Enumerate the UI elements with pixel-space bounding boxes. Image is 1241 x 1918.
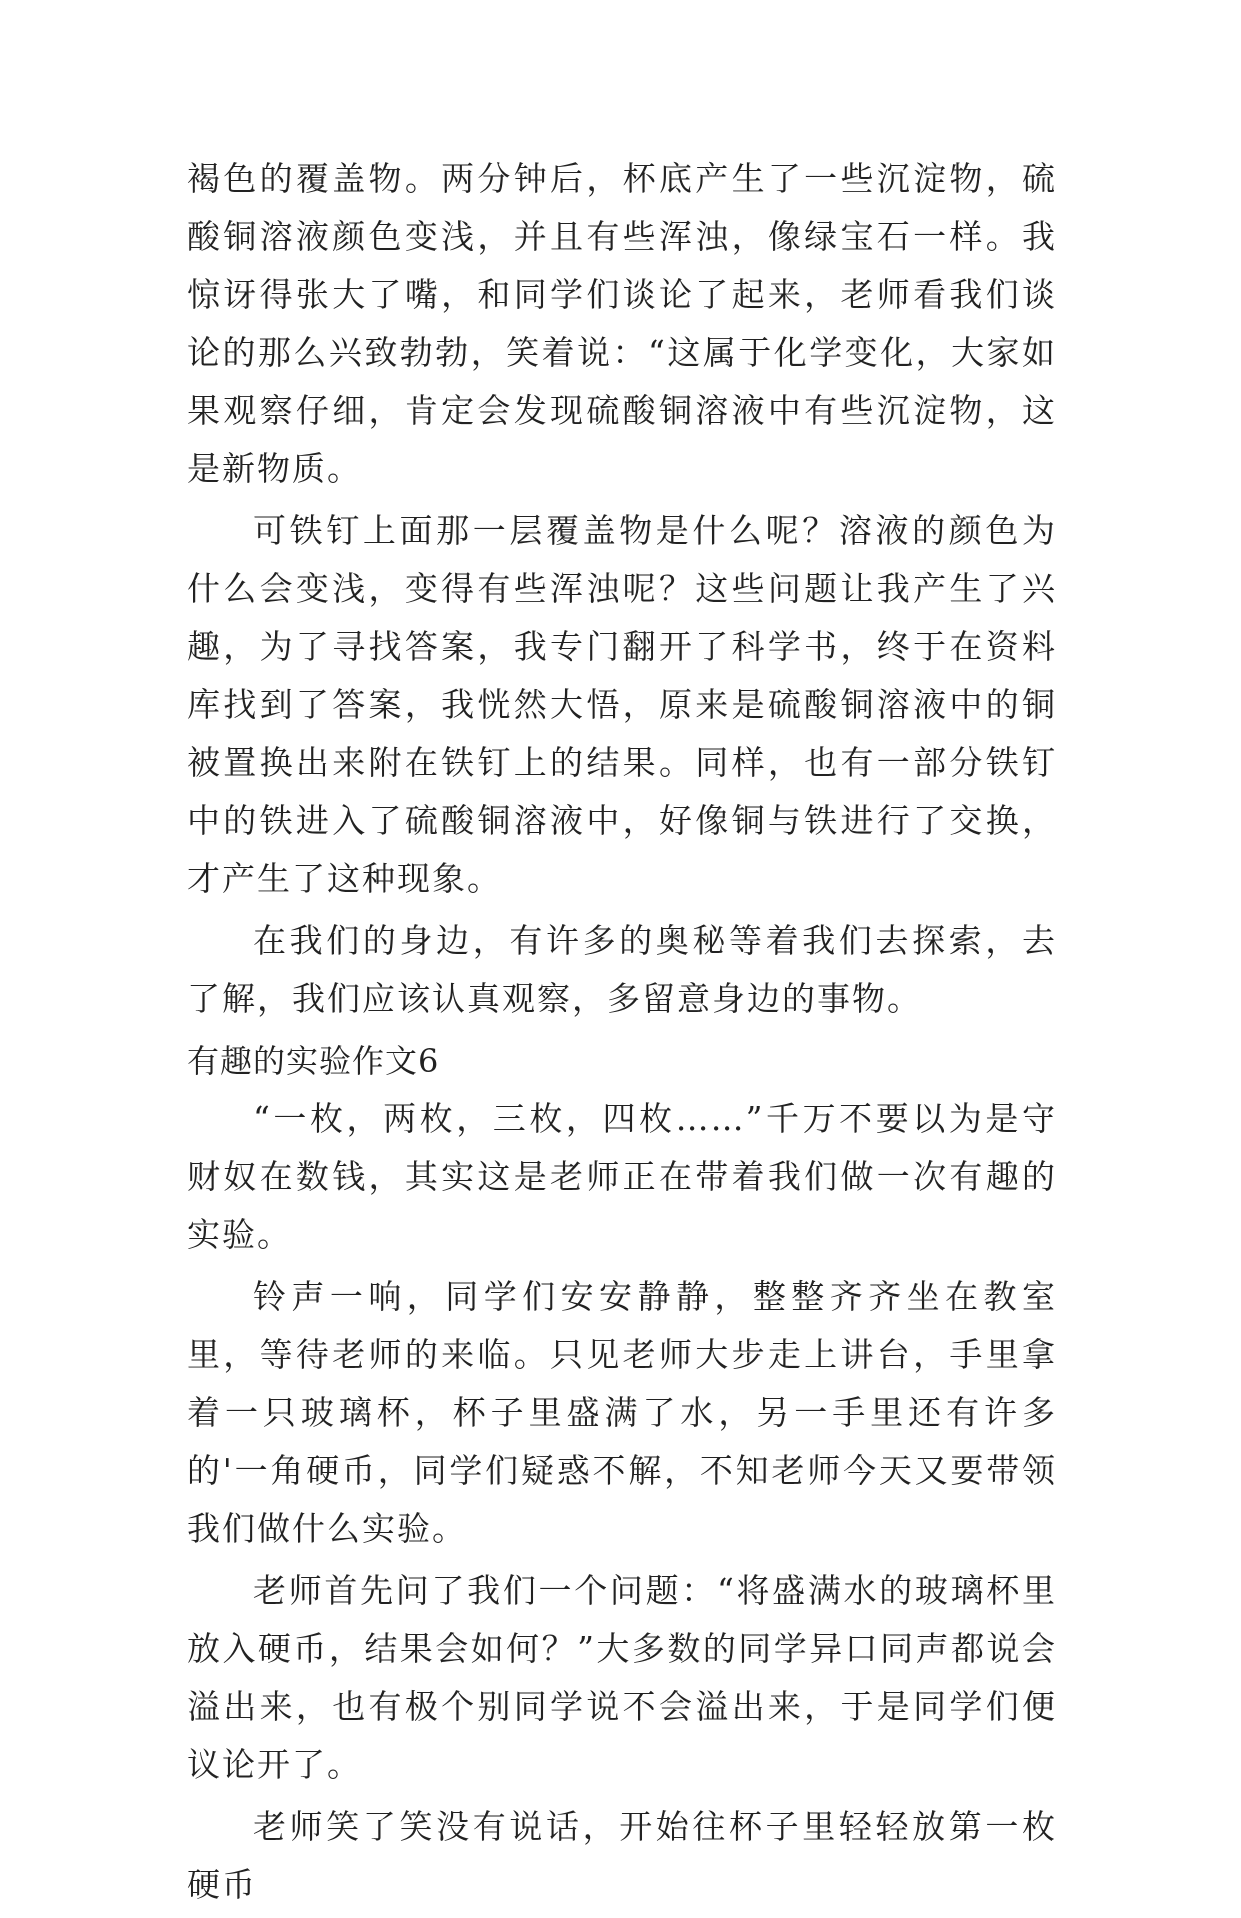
paragraph: 在我们的身边，有许多的奥秘等着我们去探索，去了解，我们应该认真观察，多留意身边的事物。	[187, 921, 1057, 1018]
section-heading: 有趣的实验作文6	[187, 1042, 440, 1080]
document-body	[187, 150, 1057, 1918]
paragraph-continued: 褐色的覆盖物。两分钟后，杯底产生了一些沉淀物，硫酸铜溶液颜色变浅，并且有些浑浊，像绿宝石一样。我惊讶得张大了嘴，和同学们谈论了起来，老师看我们谈论的那么兴致勃勃，笑着说：“这属于化学变化，大家如果观察仔细，肯定会发现硫酸铜溶液中有些沉淀物，这是新物质。	[187, 159, 1057, 488]
paragraph: 可铁钉上面那一层覆盖物是什么呢？溶液的颜色为什么会变浅，变得有些浑浊呢？这些问题让我产生了兴趣，为了寻找答案，我专门翻开了科学书，终于在资料库找到了答案，我恍然大悟，原来是硫酸铜溶液中的铜被置换出来附在铁钉上的结果。同样，也有一部分铁钉中的铁进入了硫酸铜溶液中，好像铜与铁进行了交换，才产生了这种现象。	[187, 511, 1057, 898]
paragraph: 老师笑了笑没有说话，开始往杯子里轻轻放第一枚硬币	[187, 1807, 1057, 1904]
paragraph: 老师首先问了我们一个问题：“将盛满水的玻璃杯里放入硬币，结果会如何？”大多数的同学异口同声都说会溢出来，也有极个别同学说不会溢出来，于是同学们便议论开了。	[187, 1571, 1057, 1784]
paragraph: “一枚，两枚，三枚，四枚……”千万不要以为是守财奴在数钱，其实这是老师正在带着我们做一次有趣的实验。	[187, 1099, 1057, 1254]
paragraph: 铃声一响，同学们安安静静，整整齐齐坐在教室里，等待老师的来临。只见老师大步走上讲台，手里拿着一只玻璃杯，杯子里盛满了水，另一手里还有许多的'一角硬币，同学们疑惑不解，不知老师今天又要带领我们做什么实验。	[187, 1277, 1057, 1548]
